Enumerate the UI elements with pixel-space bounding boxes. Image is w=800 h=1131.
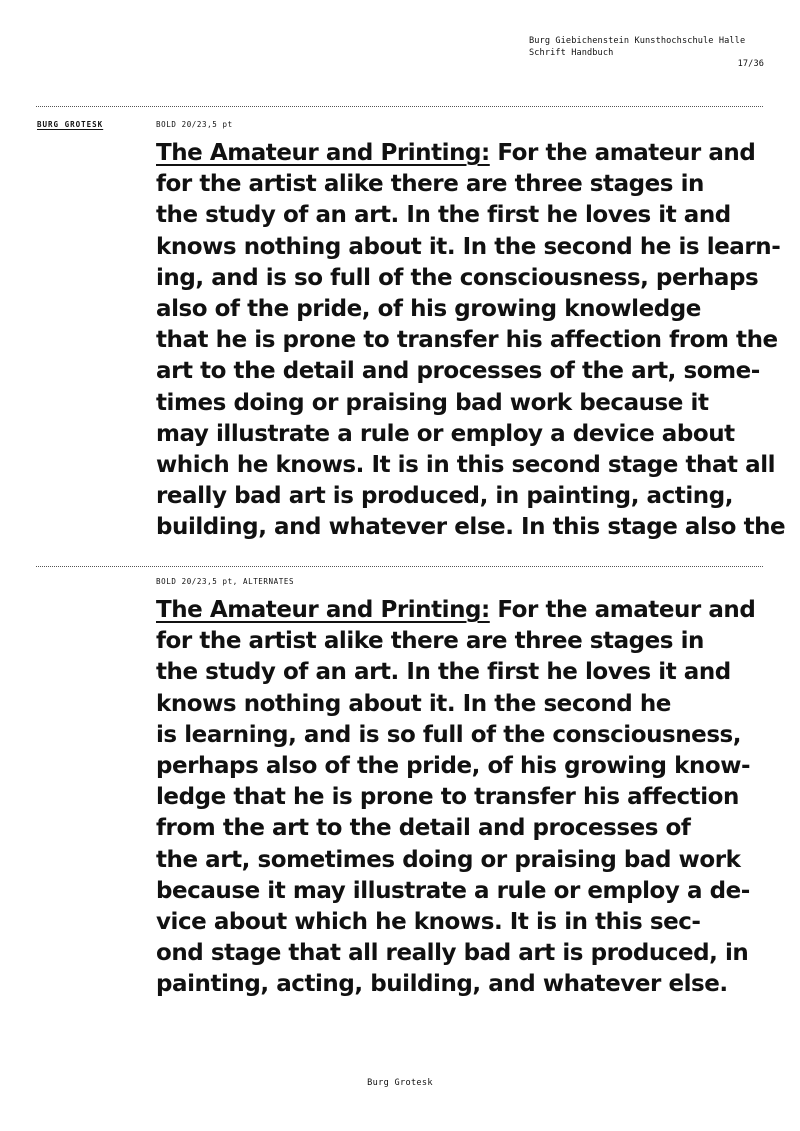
specimen-line: that he is prone to transfer his affection from the bbox=[156, 327, 778, 354]
specimen-line: art to the detail and processes of the art, some- bbox=[156, 358, 760, 385]
page-header bbox=[529, 36, 764, 71]
specimen-line: building, and whatever else. In this stage also the bbox=[156, 514, 786, 541]
specimen-line: knows nothing about it. In the second he is learn- bbox=[156, 233, 781, 260]
specimen-line: because it may illustrate a rule or employ a de- bbox=[156, 877, 750, 904]
specimen-line: painting, acting, building, and whatever else. bbox=[156, 971, 728, 998]
specimen-line: The Amateur and Printing: For the amateur and bbox=[156, 597, 756, 623]
document-title: Schrift Handbuch bbox=[529, 47, 614, 58]
specimen-line: from the art to the detail and processes of bbox=[156, 815, 691, 842]
specimen-2-spec: BOLD 20/23,5 pt, ALTERNATES bbox=[156, 577, 295, 586]
specimen-line: ing, and is so full of the consciousness, perhaps bbox=[156, 264, 759, 291]
specimen-1-spec: BOLD 20/23,5 pt bbox=[156, 120, 233, 129]
specimen-2-text bbox=[156, 595, 768, 1000]
specimen-line: also of the pride, of his growing knowledge bbox=[156, 295, 701, 322]
specimen-line: the study of an art. In the first he loves it and bbox=[156, 659, 731, 686]
specimen-line: the study of an art. In the first he loves it and bbox=[156, 202, 731, 229]
page-footer: Burg Grotesk bbox=[367, 1078, 433, 1088]
specimen-line: knows nothing about it. In the second he bbox=[156, 690, 671, 717]
page-number: 17/36 bbox=[737, 59, 764, 69]
section-label: BURG GROTESK bbox=[37, 120, 104, 129]
specimen-line: The Amateur and Printing: For the amateur and bbox=[156, 140, 756, 166]
specimen-line: ledge that he is prone to transfer his affection bbox=[156, 784, 739, 811]
specimen-line: may illustrate a rule or employ a device about bbox=[156, 420, 735, 447]
specimen-line: really bad art is produced, in painting, acting, bbox=[156, 483, 733, 510]
specimen-line: the art, sometimes doing or praising bad work bbox=[156, 846, 741, 873]
institution-name: Burg Giebichenstein Kunsthochschule Halle bbox=[529, 36, 746, 46]
specimen-line: perhaps also of the pride, of his growing know- bbox=[156, 752, 751, 779]
specimen-line: is learning, and is so full of the consciousness, bbox=[156, 721, 742, 748]
divider-top bbox=[36, 106, 763, 107]
specimen-line: for the artist alike there are three stages in bbox=[156, 171, 704, 198]
specimen-line: for the artist alike there are three stages in bbox=[156, 628, 704, 655]
specimen-1-text bbox=[156, 138, 786, 543]
specimen-line: vice about which he knows. It is in this sec- bbox=[156, 908, 701, 935]
specimen-line: ond stage that all really bad art is produced, in bbox=[156, 940, 749, 967]
specimen-lead: The Amateur and Printing: bbox=[156, 597, 490, 623]
specimen-line: which he knows. It is in this second stage that all bbox=[156, 451, 776, 478]
specimen-line: times doing or praising bad work because it bbox=[156, 389, 709, 416]
divider-middle bbox=[36, 566, 763, 567]
specimen-lead: The Amateur and Printing: bbox=[156, 140, 490, 166]
